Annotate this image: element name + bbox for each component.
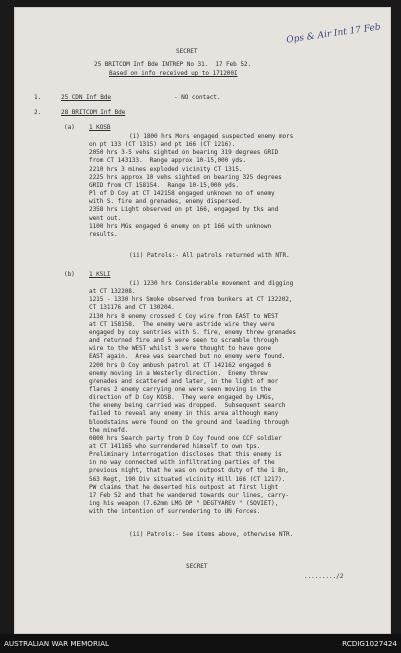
body-line: failed to reveal any enemy in this area although many [89, 410, 279, 418]
body-line: engaged by coy sentries with S. fire, enemy threw grenades [89, 328, 296, 336]
body-line: (i) 1800 hrs Mors engaged suspected enemy mors [129, 133, 294, 140]
body-line: wire to the WEST whilst 3 were thought to have gone [89, 345, 272, 353]
body-line: enemy moving in a Westerly direction. Enemy threw [89, 369, 268, 377]
body-line: results. [89, 230, 118, 238]
body-line: 1100 hrs MGs engaged 6 enemy on pt 166 with unknown [89, 222, 272, 230]
body-line: 2050 hrs 3-5 vehs sighted on bearing 319 degrees GRID [89, 149, 279, 157]
para1-text: - NO contact. [174, 94, 221, 101]
body-line: ing his weapon (7.62mm LMG DP " DEGTYAREV " (SOVIET), [89, 500, 279, 508]
body-line: EAST again. Area was searched but no enemy were found. [89, 353, 286, 361]
page-continuation: ........./2 [304, 573, 344, 580]
body-line: 2358 hrs Light observed on pt 166, engaged by tks and [89, 206, 279, 214]
body-line: at CT 132208. [89, 288, 136, 296]
body-line: 563 Regt, 190 Div situated vicinity Hill 166 (CT 1217). [89, 475, 286, 483]
body-line: direction of D Coy KOSB. They were engaged by LMGs, [89, 394, 275, 402]
body-line: from CT 143133. Range approx 10-15,000 yds. [89, 157, 247, 165]
archive-footer [0, 634, 401, 653]
body-line: 2225 hrs approx 10 vehs sighted on bearing 325 degrees [89, 173, 282, 181]
sub-b-label: (b) [64, 271, 75, 278]
footer-record-id: RCDIG1027424 [342, 639, 397, 648]
body-line: CT 131176 and CT 130204. [89, 304, 175, 312]
body-line: 2200 hrs D Coy ambush patrol at CT 142162 engaged 6 [89, 361, 272, 369]
footer-institution: AUSTRALIAN WAR MEMORIAL [4, 639, 109, 648]
body-line: went out. [89, 214, 122, 222]
sub-b-unit: 1 KSLI [89, 271, 111, 278]
body-line: 17 Feb 52 and that he wandered towards our lines, carry- [89, 491, 289, 499]
body-line: 0800 hrs Search party from D Coy found one CCF soldier [89, 434, 282, 442]
body-line: GRID from CT 158154. Range 10-15,000 yds. [89, 181, 239, 189]
report-title: 25 BRITCOM Inf Bde INTREP No 31. 17 Feb 52. [94, 61, 252, 68]
body-line: Pl of D Coy at CT 142158 engaged unknown no of enemy [89, 190, 275, 198]
body-line: in no way connected with infiltrating parties of the [89, 459, 275, 467]
body-line: with S. fire and grenades, enemy dispersed. [89, 198, 243, 206]
classification-bottom: SECRET [186, 563, 208, 570]
body-line: previous night, that he was on outpost duty of the 1 Bn, [89, 467, 289, 475]
body-line: 1215 - 1330 hrs Smoke observed from bunkers at CT 132202, [89, 296, 293, 304]
body-line: at CT 141165 who surrendered himself to own tps. [89, 443, 261, 450]
para2-number: 2. [34, 109, 42, 116]
body-line: the enemy being carried was dropped. Subsequent search [89, 402, 286, 410]
sub-a-patrols: (ii) Patrols:- All patrols returned with NTR. [129, 252, 290, 259]
sub-a-label: (a) [64, 124, 75, 131]
body-line: with the intention of surrendering to UN Forces. [89, 508, 261, 516]
sub-a-unit: 1 KOSB [89, 124, 111, 131]
sub-b-patrols: (ii) Patrols:- See items above, otherwise NTR. [129, 531, 294, 538]
classification-top: SECRET [176, 48, 198, 55]
body-line: PW claims that he deserted his outpost at first light [89, 483, 279, 491]
body-line: (i) 1230 hrs Considerable movement and digging [129, 280, 294, 287]
para2-unit: 28 BRITCOM Inf Bde [61, 109, 126, 116]
document-page [14, 7, 391, 634]
body-line: the minefd. [89, 426, 129, 434]
body-line: flares 2 enemy carrying one were seen moving in the [89, 385, 272, 393]
body-line: Preliminary interrogation discloses that this enemy is [89, 451, 282, 459]
para1-unit: 25 CDN Inf Bde [61, 94, 111, 101]
body-line: 2130 hrs 8 enemy crossed C Coy wire from EAST to WEST [89, 312, 279, 320]
body-line: on pt 133 (CT 1315) and pt 166 (CT 1216). [89, 141, 236, 149]
body-line: grenades and scattered and later, in the light of mor [89, 377, 279, 385]
body-line: at CT 158158. The enemy were astride wire they were [89, 320, 275, 328]
body-line: bloodstains were found on the ground and leading through [89, 418, 289, 426]
report-subtitle: Based on info received up to 171200I [109, 70, 238, 77]
handwritten-annotation: Ops & Air Int 17 Feb [285, 22, 382, 46]
para1-number: 1. [34, 94, 42, 101]
body-line: and returned fire and 5 were seen to scramble through [89, 337, 279, 345]
body-line: 2210 hrs 3 mines exploded vicinity CT 1315. [89, 165, 243, 173]
